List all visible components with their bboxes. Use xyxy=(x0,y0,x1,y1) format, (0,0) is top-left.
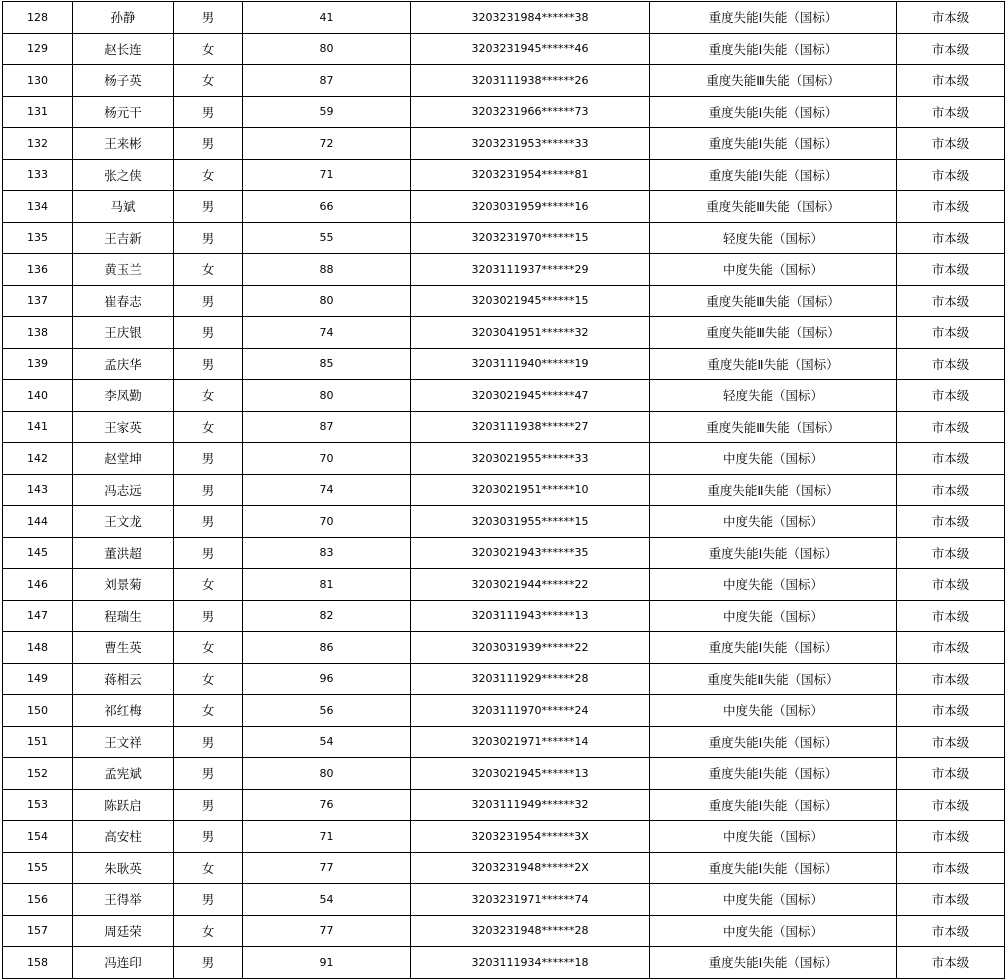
sex-cell: 女 xyxy=(174,380,243,412)
sex-cell: 男 xyxy=(174,317,243,349)
disability-level-cell: 重度失能Ⅰ失能（国标） xyxy=(650,789,897,821)
disability-level-cell: 重度失能Ⅲ失能（国标） xyxy=(650,411,897,443)
row-number-cell: 145 xyxy=(3,537,73,569)
sex-cell: 男 xyxy=(174,443,243,475)
table-row xyxy=(3,947,1005,979)
row-number-cell: 158 xyxy=(3,947,73,979)
row-number-cell: 135 xyxy=(3,222,73,254)
age-cell: 56 xyxy=(243,695,411,727)
jurisdiction-cell: 市本级 xyxy=(897,191,1005,223)
sex-cell: 女 xyxy=(174,632,243,664)
jurisdiction-cell: 市本级 xyxy=(897,443,1005,475)
disability-level-cell: 轻度失能（国标） xyxy=(650,222,897,254)
sex-cell: 男 xyxy=(174,2,243,34)
jurisdiction-cell: 市本级 xyxy=(897,33,1005,65)
row-number-cell: 139 xyxy=(3,348,73,380)
sex-cell: 男 xyxy=(174,537,243,569)
name-cell: 冯连印 xyxy=(73,947,174,979)
sex-cell: 女 xyxy=(174,695,243,727)
jurisdiction-cell: 市本级 xyxy=(897,254,1005,286)
age-cell: 55 xyxy=(243,222,411,254)
table-row xyxy=(3,348,1005,380)
table-row xyxy=(3,65,1005,97)
jurisdiction-cell: 市本级 xyxy=(897,285,1005,317)
sex-cell: 女 xyxy=(174,254,243,286)
jurisdiction-cell: 市本级 xyxy=(897,915,1005,947)
table-row xyxy=(3,852,1005,884)
age-cell: 80 xyxy=(243,33,411,65)
table-row xyxy=(3,506,1005,538)
age-cell: 87 xyxy=(243,65,411,97)
sex-cell: 女 xyxy=(174,915,243,947)
age-cell: 76 xyxy=(243,789,411,821)
sex-cell: 男 xyxy=(174,789,243,821)
jurisdiction-cell: 市本级 xyxy=(897,789,1005,821)
table-row xyxy=(3,663,1005,695)
sex-cell: 女 xyxy=(174,33,243,65)
sex-cell: 女 xyxy=(174,411,243,443)
name-cell: 董洪超 xyxy=(73,537,174,569)
table-row xyxy=(3,915,1005,947)
disability-level-cell: 重度失能Ⅰ失能（国标） xyxy=(650,537,897,569)
table-row xyxy=(3,695,1005,727)
row-number-cell: 152 xyxy=(3,758,73,790)
age-cell: 85 xyxy=(243,348,411,380)
sex-cell: 女 xyxy=(174,852,243,884)
table-row xyxy=(3,600,1005,632)
id-number-cell: 3203231954******3X xyxy=(411,821,650,853)
name-cell: 孟宪斌 xyxy=(73,758,174,790)
name-cell: 孟庆华 xyxy=(73,348,174,380)
disability-level-cell: 重度失能Ⅰ失能（国标） xyxy=(650,758,897,790)
age-cell: 41 xyxy=(243,2,411,34)
age-cell: 77 xyxy=(243,915,411,947)
jurisdiction-cell: 市本级 xyxy=(897,947,1005,979)
table-row xyxy=(3,33,1005,65)
disability-level-cell: 中度失能（国标） xyxy=(650,884,897,916)
name-cell: 程瑞生 xyxy=(73,600,174,632)
row-number-cell: 136 xyxy=(3,254,73,286)
row-number-cell: 129 xyxy=(3,33,73,65)
jurisdiction-cell: 市本级 xyxy=(897,632,1005,664)
id-number-cell: 3203111940******19 xyxy=(411,348,650,380)
id-number-cell: 3203231948******28 xyxy=(411,915,650,947)
id-number-cell: 3203231971******74 xyxy=(411,884,650,916)
name-cell: 王文龙 xyxy=(73,506,174,538)
name-cell: 蒋相云 xyxy=(73,663,174,695)
disability-level-cell: 中度失能（国标） xyxy=(650,695,897,727)
age-cell: 96 xyxy=(243,663,411,695)
disability-roster-table xyxy=(2,1,1005,979)
table-row xyxy=(3,128,1005,160)
disability-level-cell: 轻度失能（国标） xyxy=(650,380,897,412)
jurisdiction-cell: 市本级 xyxy=(897,474,1005,506)
id-number-cell: 3203111934******18 xyxy=(411,947,650,979)
age-cell: 80 xyxy=(243,380,411,412)
age-cell: 54 xyxy=(243,884,411,916)
table-row xyxy=(3,2,1005,34)
row-number-cell: 148 xyxy=(3,632,73,664)
id-number-cell: 3203021945******13 xyxy=(411,758,650,790)
id-number-cell: 3203231954******81 xyxy=(411,159,650,191)
name-cell: 马斌 xyxy=(73,191,174,223)
name-cell: 黄玉兰 xyxy=(73,254,174,286)
name-cell: 王庆银 xyxy=(73,317,174,349)
jurisdiction-cell: 市本级 xyxy=(897,537,1005,569)
disability-level-cell: 重度失能Ⅲ失能（国标） xyxy=(650,285,897,317)
id-number-cell: 3203021945******15 xyxy=(411,285,650,317)
row-number-cell: 137 xyxy=(3,285,73,317)
jurisdiction-cell: 市本级 xyxy=(897,380,1005,412)
table-row xyxy=(3,821,1005,853)
row-number-cell: 134 xyxy=(3,191,73,223)
jurisdiction-cell: 市本级 xyxy=(897,506,1005,538)
name-cell: 王得举 xyxy=(73,884,174,916)
disability-level-cell: 中度失能（国标） xyxy=(650,254,897,286)
disability-level-cell: 中度失能（国标） xyxy=(650,569,897,601)
row-number-cell: 149 xyxy=(3,663,73,695)
table-row xyxy=(3,411,1005,443)
row-number-cell: 140 xyxy=(3,380,73,412)
age-cell: 83 xyxy=(243,537,411,569)
disability-level-cell: 重度失能Ⅰ失能（国标） xyxy=(650,33,897,65)
row-number-cell: 155 xyxy=(3,852,73,884)
row-number-cell: 142 xyxy=(3,443,73,475)
id-number-cell: 3203111949******32 xyxy=(411,789,650,821)
disability-level-cell: 中度失能（国标） xyxy=(650,600,897,632)
name-cell: 崔春志 xyxy=(73,285,174,317)
age-cell: 81 xyxy=(243,569,411,601)
table-row xyxy=(3,758,1005,790)
table-row xyxy=(3,380,1005,412)
jurisdiction-cell: 市本级 xyxy=(897,695,1005,727)
id-number-cell: 3203021951******10 xyxy=(411,474,650,506)
name-cell: 陈跃启 xyxy=(73,789,174,821)
id-number-cell: 3203031939******22 xyxy=(411,632,650,664)
sex-cell: 男 xyxy=(174,474,243,506)
name-cell: 曹生英 xyxy=(73,632,174,664)
name-cell: 王吉新 xyxy=(73,222,174,254)
sex-cell: 男 xyxy=(174,884,243,916)
table-row xyxy=(3,159,1005,191)
table-row xyxy=(3,632,1005,664)
disability-level-cell: 重度失能Ⅰ失能（国标） xyxy=(650,947,897,979)
age-cell: 86 xyxy=(243,632,411,664)
sex-cell: 男 xyxy=(174,506,243,538)
age-cell: 77 xyxy=(243,852,411,884)
row-number-cell: 156 xyxy=(3,884,73,916)
age-cell: 70 xyxy=(243,443,411,475)
name-cell: 李凤勤 xyxy=(73,380,174,412)
age-cell: 72 xyxy=(243,128,411,160)
name-cell: 高安柱 xyxy=(73,821,174,853)
row-number-cell: 131 xyxy=(3,96,73,128)
age-cell: 71 xyxy=(243,821,411,853)
sex-cell: 女 xyxy=(174,569,243,601)
table-row xyxy=(3,285,1005,317)
jurisdiction-cell: 市本级 xyxy=(897,411,1005,443)
id-number-cell: 3203021955******33 xyxy=(411,443,650,475)
id-number-cell: 3203111938******26 xyxy=(411,65,650,97)
table-row xyxy=(3,254,1005,286)
name-cell: 赵长连 xyxy=(73,33,174,65)
table-row xyxy=(3,537,1005,569)
row-number-cell: 132 xyxy=(3,128,73,160)
row-number-cell: 154 xyxy=(3,821,73,853)
age-cell: 80 xyxy=(243,285,411,317)
disability-level-cell: 重度失能Ⅱ失能（国标） xyxy=(650,663,897,695)
row-number-cell: 133 xyxy=(3,159,73,191)
disability-level-cell: 重度失能Ⅲ失能（国标） xyxy=(650,65,897,97)
jurisdiction-cell: 市本级 xyxy=(897,821,1005,853)
disability-level-cell: 重度失能Ⅰ失能（国标） xyxy=(650,852,897,884)
jurisdiction-cell: 市本级 xyxy=(897,663,1005,695)
jurisdiction-cell: 市本级 xyxy=(897,726,1005,758)
id-number-cell: 3203231948******2X xyxy=(411,852,650,884)
disability-level-cell: 重度失能Ⅱ失能（国标） xyxy=(650,474,897,506)
jurisdiction-cell: 市本级 xyxy=(897,2,1005,34)
name-cell: 赵堂坤 xyxy=(73,443,174,475)
disability-level-cell: 中度失能（国标） xyxy=(650,443,897,475)
sex-cell: 男 xyxy=(174,726,243,758)
age-cell: 88 xyxy=(243,254,411,286)
jurisdiction-cell: 市本级 xyxy=(897,884,1005,916)
name-cell: 朱耿英 xyxy=(73,852,174,884)
disability-level-cell: 重度失能Ⅱ失能（国标） xyxy=(650,348,897,380)
disability-level-cell: 重度失能Ⅲ失能（国标） xyxy=(650,317,897,349)
age-cell: 74 xyxy=(243,474,411,506)
sex-cell: 男 xyxy=(174,947,243,979)
id-number-cell: 3203021944******22 xyxy=(411,569,650,601)
table-row xyxy=(3,443,1005,475)
name-cell: 祁红梅 xyxy=(73,695,174,727)
row-number-cell: 153 xyxy=(3,789,73,821)
table-row xyxy=(3,317,1005,349)
sex-cell: 男 xyxy=(174,96,243,128)
table-row xyxy=(3,474,1005,506)
id-number-cell: 3203231953******33 xyxy=(411,128,650,160)
table-row xyxy=(3,191,1005,223)
sex-cell: 男 xyxy=(174,348,243,380)
name-cell: 刘景菊 xyxy=(73,569,174,601)
sex-cell: 女 xyxy=(174,159,243,191)
disability-level-cell: 重度失能Ⅰ失能（国标） xyxy=(650,726,897,758)
age-cell: 71 xyxy=(243,159,411,191)
disability-level-cell: 重度失能Ⅰ失能（国标） xyxy=(650,159,897,191)
table-row xyxy=(3,789,1005,821)
sex-cell: 男 xyxy=(174,128,243,160)
age-cell: 70 xyxy=(243,506,411,538)
row-number-cell: 143 xyxy=(3,474,73,506)
disability-level-cell: 重度失能Ⅰ失能（国标） xyxy=(650,128,897,160)
name-cell: 张之侠 xyxy=(73,159,174,191)
age-cell: 91 xyxy=(243,947,411,979)
jurisdiction-cell: 市本级 xyxy=(897,348,1005,380)
jurisdiction-cell: 市本级 xyxy=(897,65,1005,97)
name-cell: 王文祥 xyxy=(73,726,174,758)
name-cell: 王家英 xyxy=(73,411,174,443)
sex-cell: 男 xyxy=(174,222,243,254)
name-cell: 杨子英 xyxy=(73,65,174,97)
id-number-cell: 3203111929******28 xyxy=(411,663,650,695)
name-cell: 冯志远 xyxy=(73,474,174,506)
id-number-cell: 3203021971******14 xyxy=(411,726,650,758)
sex-cell: 男 xyxy=(174,758,243,790)
row-number-cell: 128 xyxy=(3,2,73,34)
table-body xyxy=(3,2,1005,979)
sex-cell: 男 xyxy=(174,600,243,632)
row-number-cell: 141 xyxy=(3,411,73,443)
id-number-cell: 3203231970******15 xyxy=(411,222,650,254)
disability-level-cell: 中度失能（国标） xyxy=(650,821,897,853)
table-row xyxy=(3,726,1005,758)
row-number-cell: 130 xyxy=(3,65,73,97)
id-number-cell: 3203031955******15 xyxy=(411,506,650,538)
age-cell: 66 xyxy=(243,191,411,223)
jurisdiction-cell: 市本级 xyxy=(897,128,1005,160)
id-number-cell: 3203021945******47 xyxy=(411,380,650,412)
age-cell: 82 xyxy=(243,600,411,632)
name-cell: 孙静 xyxy=(73,2,174,34)
age-cell: 54 xyxy=(243,726,411,758)
row-number-cell: 150 xyxy=(3,695,73,727)
sex-cell: 男 xyxy=(174,191,243,223)
jurisdiction-cell: 市本级 xyxy=(897,159,1005,191)
sex-cell: 女 xyxy=(174,65,243,97)
sex-cell: 男 xyxy=(174,821,243,853)
jurisdiction-cell: 市本级 xyxy=(897,569,1005,601)
age-cell: 74 xyxy=(243,317,411,349)
jurisdiction-cell: 市本级 xyxy=(897,600,1005,632)
age-cell: 87 xyxy=(243,411,411,443)
row-number-cell: 146 xyxy=(3,569,73,601)
id-number-cell: 3203031959******16 xyxy=(411,191,650,223)
row-number-cell: 151 xyxy=(3,726,73,758)
id-number-cell: 3203231984******38 xyxy=(411,2,650,34)
name-cell: 杨元干 xyxy=(73,96,174,128)
row-number-cell: 138 xyxy=(3,317,73,349)
id-number-cell: 3203231945******46 xyxy=(411,33,650,65)
jurisdiction-cell: 市本级 xyxy=(897,758,1005,790)
table-row xyxy=(3,884,1005,916)
table-row xyxy=(3,96,1005,128)
disability-level-cell: 重度失能Ⅰ失能（国标） xyxy=(650,2,897,34)
id-number-cell: 3203111943******13 xyxy=(411,600,650,632)
id-number-cell: 3203231966******73 xyxy=(411,96,650,128)
age-cell: 80 xyxy=(243,758,411,790)
id-number-cell: 3203111970******24 xyxy=(411,695,650,727)
id-number-cell: 3203111937******29 xyxy=(411,254,650,286)
disability-level-cell: 中度失能（国标） xyxy=(650,506,897,538)
id-number-cell: 3203111938******27 xyxy=(411,411,650,443)
disability-level-cell: 重度失能Ⅲ失能（国标） xyxy=(650,191,897,223)
id-number-cell: 3203041951******32 xyxy=(411,317,650,349)
sex-cell: 男 xyxy=(174,285,243,317)
row-number-cell: 147 xyxy=(3,600,73,632)
jurisdiction-cell: 市本级 xyxy=(897,852,1005,884)
disability-level-cell: 重度失能Ⅰ失能（国标） xyxy=(650,632,897,664)
sex-cell: 女 xyxy=(174,663,243,695)
table-row xyxy=(3,569,1005,601)
jurisdiction-cell: 市本级 xyxy=(897,317,1005,349)
name-cell: 王来彬 xyxy=(73,128,174,160)
name-cell: 周廷荣 xyxy=(73,915,174,947)
jurisdiction-cell: 市本级 xyxy=(897,222,1005,254)
id-number-cell: 3203021943******35 xyxy=(411,537,650,569)
jurisdiction-cell: 市本级 xyxy=(897,96,1005,128)
age-cell: 59 xyxy=(243,96,411,128)
table-row xyxy=(3,222,1005,254)
disability-level-cell: 中度失能（国标） xyxy=(650,915,897,947)
disability-level-cell: 重度失能Ⅰ失能（国标） xyxy=(650,96,897,128)
row-number-cell: 157 xyxy=(3,915,73,947)
row-number-cell: 144 xyxy=(3,506,73,538)
